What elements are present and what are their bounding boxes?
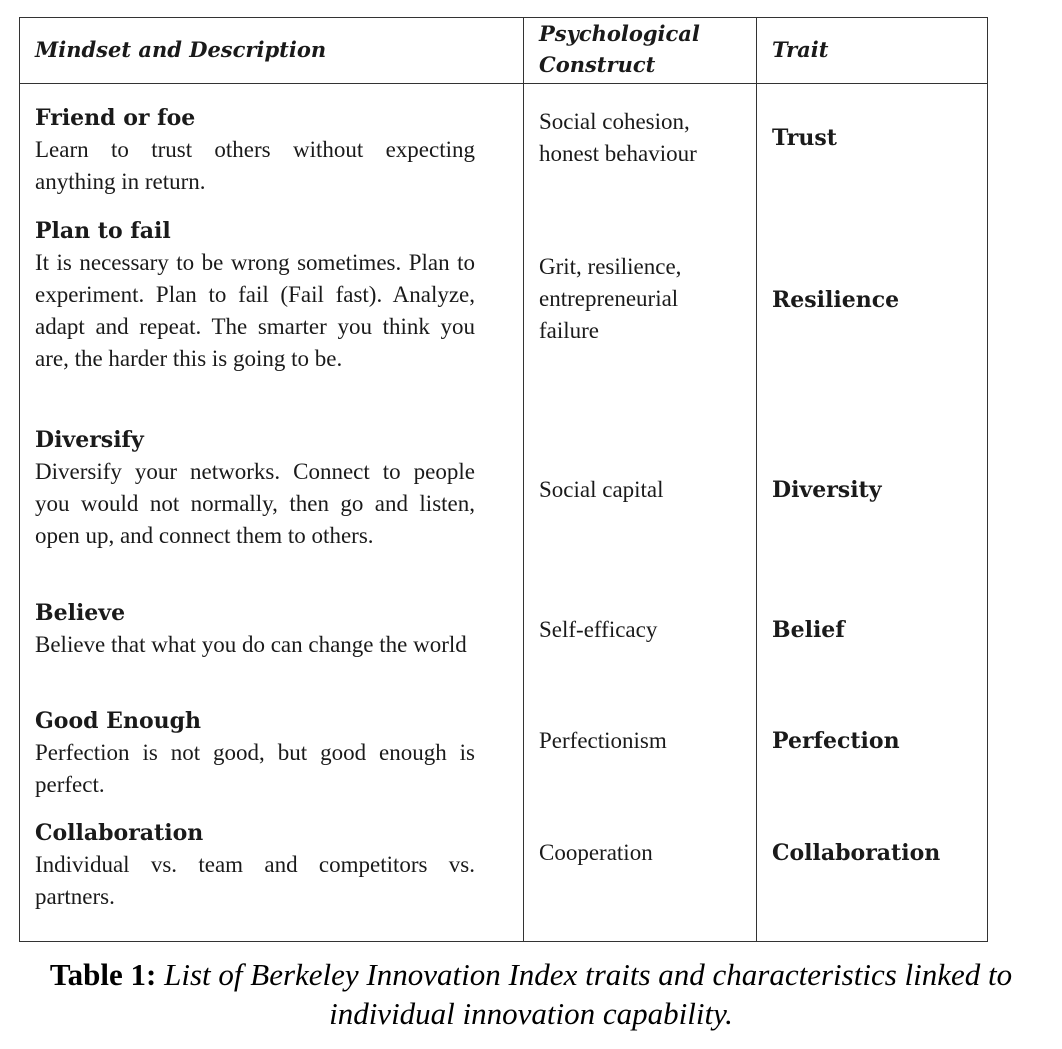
header-divider <box>20 83 987 84</box>
trait-cell: Collaboration <box>772 840 941 866</box>
header-trait: Trait <box>772 37 829 62</box>
construct-cell: Perfectionism <box>539 728 667 753</box>
table-row-mindset <box>35 215 475 375</box>
column-divider <box>523 18 524 941</box>
trait-cell: Belief <box>772 617 845 643</box>
mindset-title: Friend or foe <box>35 105 196 131</box>
header-mindset: Mindset and Description <box>35 37 327 62</box>
table-row-mindset <box>35 705 475 801</box>
construct-cell: Social cohesion, honest behaviour <box>539 109 697 166</box>
caption-label: Table 1: <box>49 957 157 992</box>
column-divider <box>756 18 757 941</box>
mindset-title: Plan to fail <box>35 218 171 244</box>
table-caption <box>0 955 1062 1033</box>
table-row-mindset <box>35 424 475 552</box>
mindset-description: Diversify your networks. Connect to people you would not normally, then go and listen, open up, and connect them to others. <box>35 459 475 548</box>
traits-table <box>19 17 988 942</box>
trait-cell: Resilience <box>772 287 900 313</box>
construct-cell: Grit, resilience, entrepreneurial failure <box>539 254 682 343</box>
construct-cell: Self-efficacy <box>539 617 658 642</box>
table-row-mindset <box>35 817 475 913</box>
trait-cell: Diversity <box>772 477 882 503</box>
mindset-title: Good Enough <box>35 708 201 734</box>
trait-cell: Trust <box>772 125 837 151</box>
table-row-mindset <box>35 597 475 661</box>
mindset-title: Believe <box>35 600 126 626</box>
mindset-description: It is necessary to be wrong sometimes. Plan to experiment. Plan to fail (Fail fast). Analyze, adapt and repeat. The smarter you think you are, the harder this is going to be. <box>35 250 475 371</box>
mindset-title: Diversify <box>35 427 144 453</box>
caption-text: List of Berkeley Innovation Index traits and characteristics linked to individual innovation capability. <box>164 957 1013 1031</box>
trait-cell: Perfection <box>772 728 900 754</box>
mindset-description: Perfection is not good, but good enough is perfect. <box>35 740 475 797</box>
mindset-title: Collaboration <box>35 820 204 846</box>
mindset-description: Learn to trust others without expecting anything in return. <box>35 137 475 194</box>
header-construct: Psychological Construct <box>539 21 700 77</box>
construct-cell: Social capital <box>539 477 664 502</box>
construct-cell: Cooperation <box>539 840 653 865</box>
table-row-mindset <box>35 102 475 198</box>
mindset-description: Individual vs. team and competitors vs. partners. <box>35 852 475 909</box>
mindset-description: Believe that what you do can change the world <box>35 632 467 657</box>
